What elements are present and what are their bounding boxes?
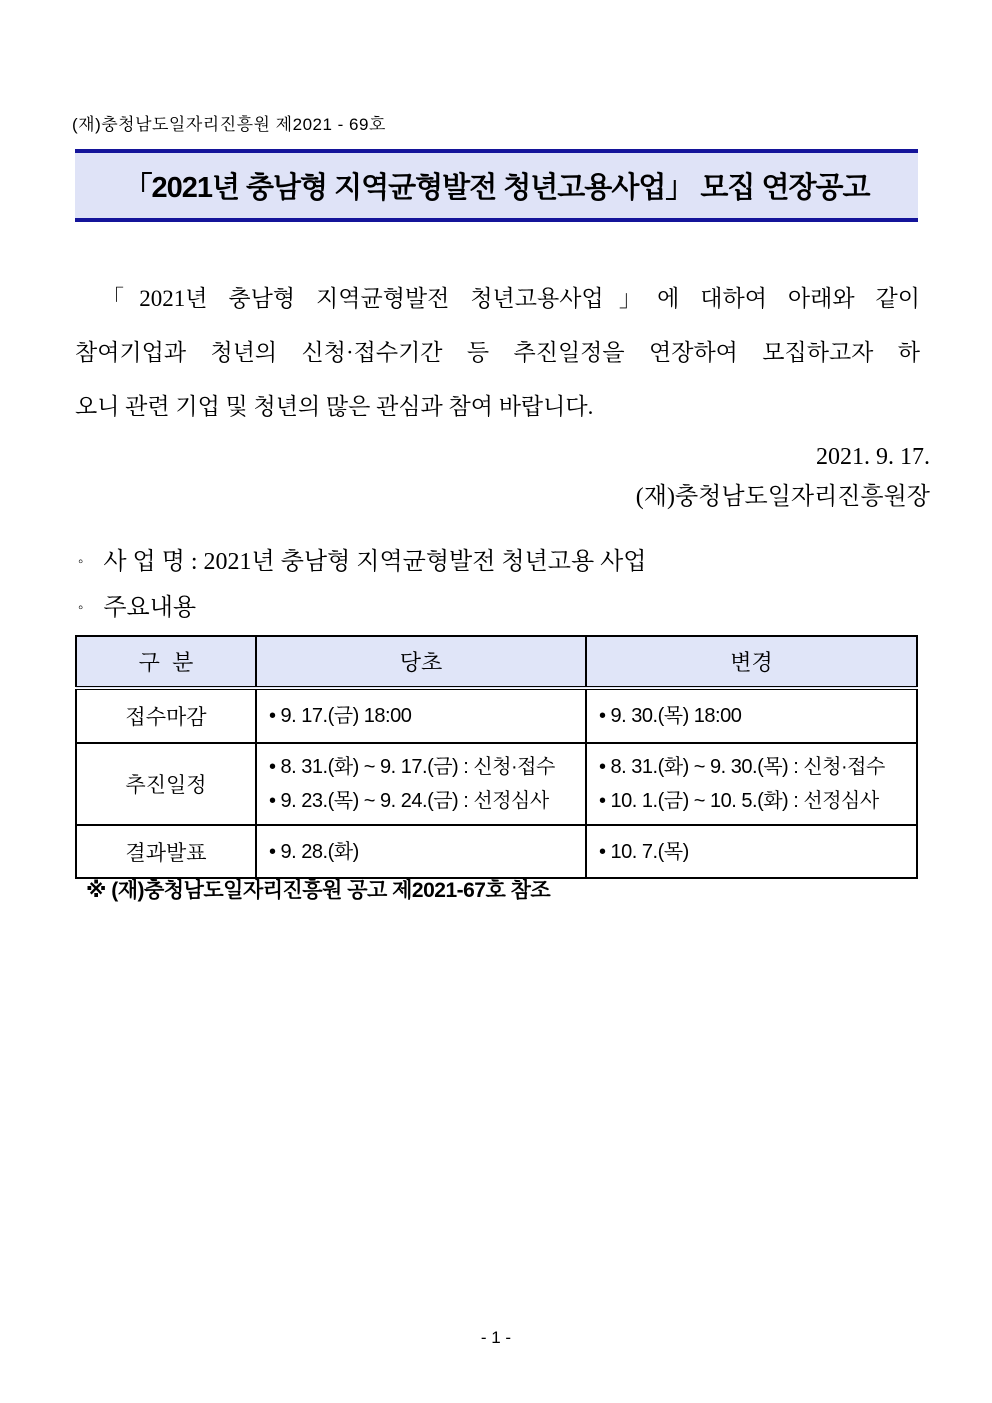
table-header-row <box>76 636 917 688</box>
cell-line: • 9. 17.(금) 18:00 <box>269 705 412 727</box>
body-line: 참여기업과 청년의 신청·접수기간 등 추진일정을 연장하여 모집하고자 하 <box>75 340 920 365</box>
row-label-schedule: 추진일정 <box>76 743 256 825</box>
signature: (재)충청남도일자리진흥원장 <box>635 484 930 510</box>
bullet-list <box>78 541 647 633</box>
row-label-deadline: 접수마감 <box>76 688 256 743</box>
cell-original <box>256 825 586 878</box>
main-content-text: 주요내용 <box>103 595 197 621</box>
cell-line: • 10. 1.(금) ~ 10. 5.(화) : 선정심사 <box>599 790 879 812</box>
cell-line: • 9. 28.(화) <box>269 840 359 863</box>
date-signature-block <box>636 437 930 517</box>
bullet-icon: ◦ <box>78 554 84 570</box>
announcement-date: 2021. 9. 17. <box>816 444 930 470</box>
cell-changed <box>586 825 917 878</box>
document-number: (재)충청남도일자리진흥원 제2021 - 69호 <box>72 115 386 134</box>
cell-original <box>256 743 586 825</box>
project-name-text: 사 업 명 : 2021년 충남형 지역균형발전 청년고용 사업 <box>103 549 647 575</box>
cell-changed <box>586 688 917 743</box>
column-header-category: 구 분 <box>76 636 256 688</box>
page-number: - 1 - <box>480 1328 512 1347</box>
cell-line: • 9. 23.(목) ~ 9. 24.(금) : 선정심사 <box>269 790 549 812</box>
title-banner <box>75 149 918 222</box>
list-item <box>78 587 647 633</box>
schedule-table <box>75 635 916 879</box>
body-line: 오니 관련 기업 및 청년의 많은 관심과 참여 바랍니다. <box>75 394 594 419</box>
body-line: 「2021년 충남형 지역균형발전 청년고용사업」에 대하여 아래와 같이 <box>101 286 920 311</box>
reference-footnote: ※ (재)충청남도일자리진흥원 공고 제2021-67호 참조 <box>86 879 551 902</box>
table-row <box>76 688 917 743</box>
body-paragraph <box>75 272 920 434</box>
cell-line: • 8. 31.(화) ~ 9. 30.(목) : 신청·접수 <box>599 756 885 778</box>
table-row <box>76 825 917 878</box>
cell-line: • 10. 7.(목) <box>599 840 689 863</box>
row-label-results: 결과발표 <box>76 825 256 878</box>
cell-original <box>256 688 586 743</box>
table-row <box>76 743 917 825</box>
column-header-original: 당초 <box>256 636 586 688</box>
cell-changed <box>586 743 917 825</box>
cell-line: • 8. 31.(화) ~ 9. 17.(금) : 신청·접수 <box>269 756 555 778</box>
list-item <box>78 541 647 587</box>
bullet-icon: ◦ <box>78 600 84 616</box>
cell-line: • 9. 30.(목) 18:00 <box>599 705 742 727</box>
page-title: 「2021년 충남형 지역균형발전 청년고용사업」 모집 연장공고 <box>123 172 870 204</box>
column-header-changed: 변경 <box>586 636 917 688</box>
